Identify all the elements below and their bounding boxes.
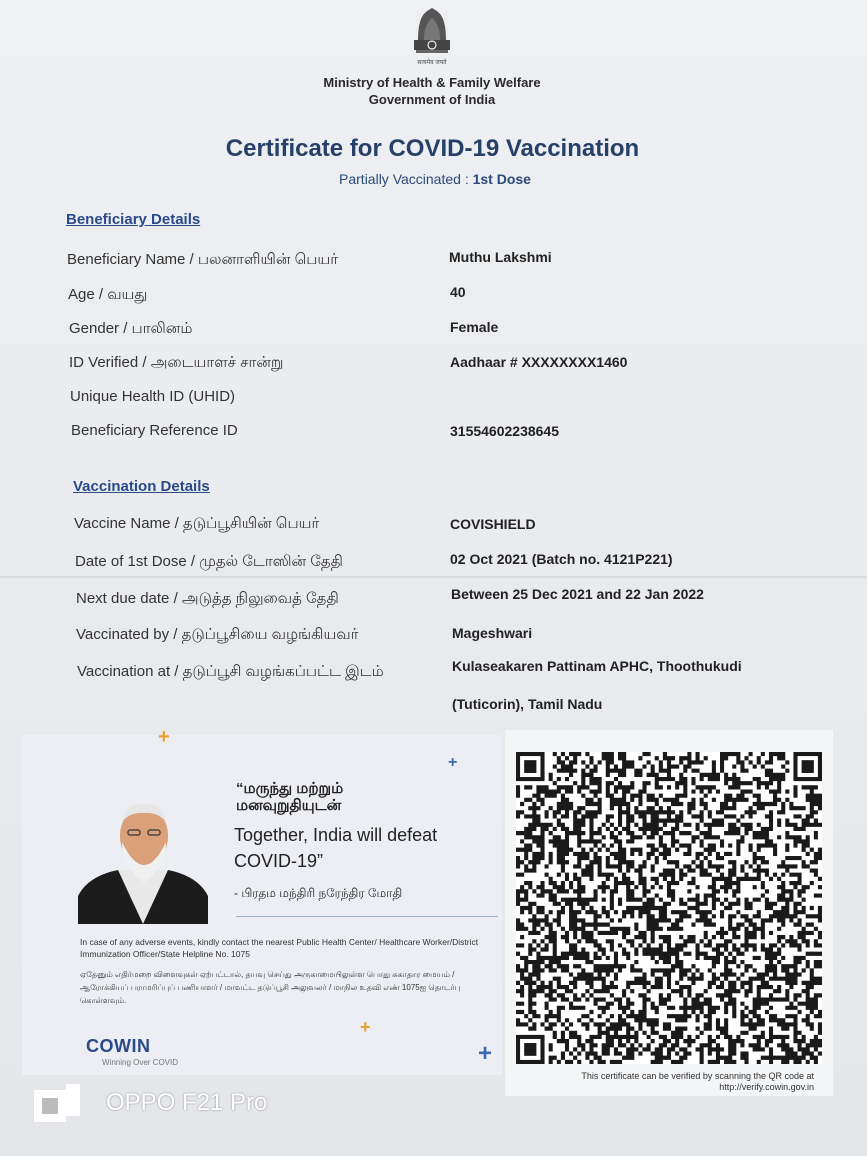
qr-finder-pattern [516,1035,545,1064]
portrait-image [78,796,208,924]
quote-english-line1: Together, India will defeat [234,825,438,845]
helpline-tamil: ஏதேனும் எதிர்மறை விளைவுகள் ஏற்பட்டால், தயவு செய்து அருகாமையிலுள்ள பொது சுகாதார மையம் / ஆரோக்கியப் பராமரிப்புப் பணியாளர் / மாவட்ட தடுப்பூசி அலுவலர் / மாநில உதவி எண் 1075ஐ தொடர்பு கொள்ளவும். [80,970,461,1005]
id-verified-value: Aadhaar # XXXXXXXX1460 [450,354,628,370]
qr-verify-line1: This certificate can be verified by scanning the QR code at [581,1071,814,1081]
gender-label: Gender / பாலினம் [69,320,193,337]
plus-decoration-icon: + [360,1017,371,1037]
helpline-english: In case of any adverse events, kindly contact the nearest Public Health Center/ Healthcare Worker/District Immunization Officer/State Helpline No. 1075 [80,937,479,959]
reference-id-value: 31554602238645 [450,423,560,439]
gender-value: Female [450,319,499,335]
quote-english [234,822,437,874]
banner-divider [236,916,498,917]
cowin-logo: COWIN [86,1036,151,1056]
ministry-name: Ministry of Health & Family Welfare [323,75,541,90]
camera-watermark-icon [30,1080,84,1126]
vaccinated-by-label: Vaccinated by / தடுப்பூசியை வழங்கியவர் [76,626,359,643]
qr-finder-pattern [793,752,822,781]
government-name: Government of India [368,92,496,107]
fold-crease [0,576,867,578]
vaccination-at-value: Kulaseakaren Pattinam APHC, Thoothukudi [452,658,742,674]
ministry-header [300,74,564,108]
verification-qr-code[interactable] [516,752,822,1064]
plus-decoration-icon: + [478,1040,493,1067]
camera-watermark: OPPO F21 Pro [106,1089,268,1116]
vaccine-name-value: COVISHIELD [450,516,536,532]
first-dose-value: 02 Oct 2021 (Batch no. 4121P221) [450,551,673,567]
age-label: Age / வயது [68,286,148,303]
cowin-tagline: Winning Over COVID [102,1058,179,1067]
plus-decoration-icon: + [448,754,458,771]
emblem-caption: सत्यमेव जयते [417,60,447,66]
beneficiary-section-title: Beneficiary Details [66,211,201,228]
quote-tamil-line1: “மருந்து மற்றும் [236,780,344,797]
id-verified-label: ID Verified / அடையாளச் சான்று [69,354,284,371]
age-value: 40 [450,284,466,300]
status-prefix: Partially Vaccinated : [339,171,473,187]
qr-verify-note [528,1071,814,1093]
status-dose: 1st Dose [472,171,531,187]
national-emblem-icon [408,0,456,64]
plus-decoration-icon: + [158,726,170,748]
beneficiary-name-value: Muthu Lakshmi [449,249,552,265]
vaccination-status [240,171,630,187]
quote-english-line2: COVID-19” [234,851,324,871]
vaccination-section-title: Vaccination Details [73,478,210,495]
qr-finder-pattern [516,752,545,781]
vaccine-name-label: Vaccine Name / தடுப்பூசியின் பெயர் [74,515,320,532]
next-due-label: Next due date / அடுத்த நிலுவைத் தேதி [76,590,339,607]
uhid-label: Unique Health ID (UHID) [70,388,236,405]
quote-tamil-line2: மனவுறுதியுடன் [236,797,342,814]
beneficiary-name-label: Beneficiary Name / பலனாளியின் பெயர் [67,251,339,268]
quote-attribution: - பிரதம மந்திரி நரேந்திர மோதி [234,886,403,900]
vaccination-at-address-line2: (Tuticorin), Tamil Nadu [452,696,603,712]
qr-verify-url: http://verify.cowin.gov.in [719,1082,814,1092]
certificate-title: Certificate for COVID-19 Vaccination [225,135,640,162]
vaccination-at-label: Vaccination at / தடுப்பூசி வழங்கப்பட்ட இடம் [77,663,384,680]
next-due-value: Between 25 Dec 2021 and 22 Jan 2022 [451,586,704,602]
reference-id-label: Beneficiary Reference ID [71,422,238,439]
quote-tamil [236,780,343,814]
first-dose-label: Date of 1st Dose / முதல் டோஸின் தேதி [75,553,343,570]
vaccinated-by-value: Mageshwari [452,625,533,641]
